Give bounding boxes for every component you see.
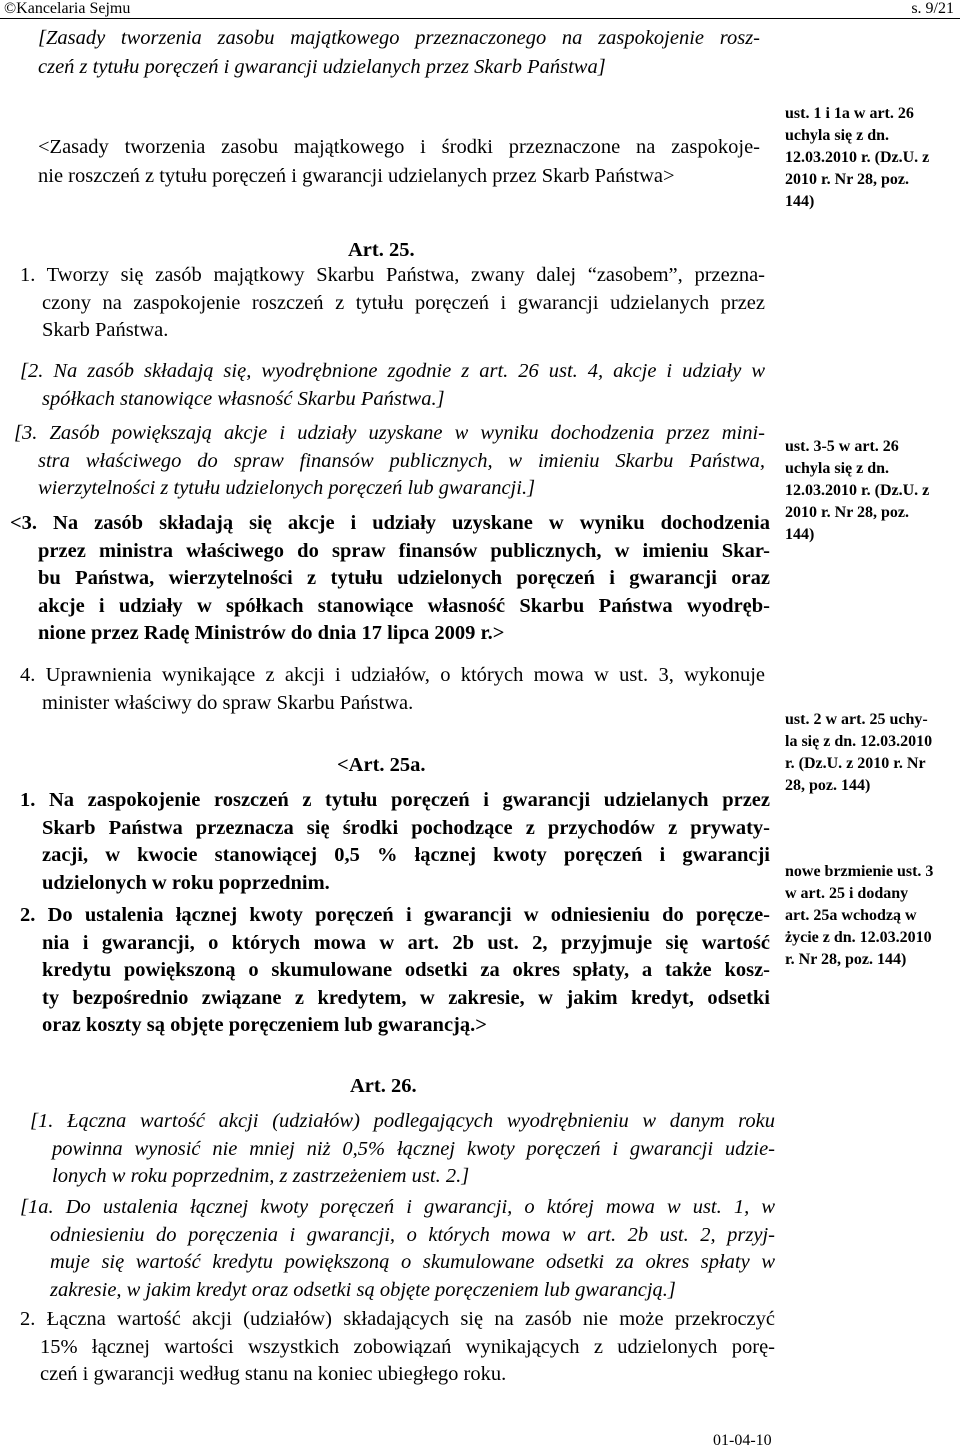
text-line: spółkach stanowiące własność Skarbu Państwa.] [42, 387, 445, 410]
text-line: 2. Do ustalenia łącznej kwoty poręczeń i gwarancji w odniesieniu do poręcze- [20, 904, 770, 926]
text-line: kredytu powiększoną o skumulowane odsetki za okres spłaty, a także kosz- [42, 959, 770, 981]
art25-paragraph-3-new [10, 510, 770, 648]
text-line: <3. Na zasób składają się akcje i udziały uzyskane w wyniku dochodzenia [10, 512, 770, 534]
margin-note-line: ust. 2 w art. 25 uchy- [785, 711, 928, 728]
text-line: [1a. Do ustalenia łącznej kwoty poręczeń i gwarancji, o której mowa w ust. 1, w [20, 1196, 775, 1218]
art26-paragraph-1a [20, 1194, 775, 1304]
text-line: 1. Tworzy się zasób majątkowy Skarbu Państwa, zwany dalej “zasobem”, przezna- [20, 264, 765, 286]
margin-note-line: la się z dn. 12.03.2010 [785, 733, 933, 750]
text-line: wierzytelności z tytułu udzielonych poręczeń lub gwarancji.] [38, 477, 536, 499]
old-title-line: [Zasady tworzenia zasobu majątkowego przeznaczonego na zaspokojenie rosz- [38, 27, 760, 49]
text-line: Skarb Państwa. [42, 319, 169, 341]
art26-paragraph-2 [20, 1306, 775, 1389]
text-line: 2. Łączna wartość akcji (udziałów) składających się na zasób nie może przekroczyć [20, 1308, 775, 1330]
text-line: nia i gwarancji, o których mowa w art. 2b ust. 2, przyjmuje się wartość [42, 931, 770, 954]
text-line: odniesieniu do poręczenia i gwarancji, o których mowa w art. 2b ust. 2, przyj- [50, 1223, 775, 1246]
text-line: nione przez Radę Ministrów do dnia 17 lipca 2009 r.> [38, 622, 505, 645]
art25-paragraph-4 [20, 662, 765, 717]
header-divider [0, 18, 960, 19]
text-line: [1. Łączna wartość akcji (udziałów) podlegających wyodrębnieniu w danym roku [30, 1110, 775, 1132]
text-line: [2. Na zasób składają się, wyodrębnione zgodnie z art. 26 ust. 4, akcje i udziały w [20, 360, 765, 382]
margin-note-line: ust. 3-5 w art. 26 [785, 438, 899, 455]
margin-note-line: uchyla się z dn. [785, 127, 890, 144]
margin-note-line: art. 25a wchodzą w [785, 907, 917, 924]
text-line: przez ministra właściwego do spraw finansów publicznych, w imieniu Skar- [38, 539, 770, 562]
art26-paragraph-1 [30, 1108, 775, 1191]
footer-date: 01-04-10 [713, 1432, 772, 1449]
margin-note-line: w art. 25 i dodany [785, 885, 909, 902]
margin-note-line: 144) [785, 526, 815, 543]
text-line: zakresie, w jakim kredyt oraz odsetki są objęte poręczeniem lub gwarancją.] [50, 1278, 676, 1301]
margin-note-line: 28, poz. 144) [785, 777, 871, 794]
text-line: zacji, w kwocie stanowiącej 0,5 % łącznej kwoty poręczeń i gwarancji [42, 844, 770, 866]
text-line: ty bezpośrednio związane z kredytem, w zakresie, w jakim kredyt, odsetki [42, 986, 770, 1009]
text-line: udzielonych w roku poprzednim. [42, 871, 330, 894]
text-line: powinna wynosić nie mniej niż 0,5% łącznej kwoty poręczeń i gwarancji udzie- [52, 1137, 775, 1160]
text-line: akcje i udziały w spółkach stanowiące własność Skarbu Państwa wyodręb- [38, 594, 770, 617]
text-line: 1. Na zaspokojenie roszczeń z tytułu poręczeń i gwarancji udzielanych przez [20, 789, 770, 811]
text-line: bu Państwa, wierzytelności z tytułu udzielonych poręczeń i gwarancji oraz [38, 567, 770, 590]
new-chapter-title [38, 133, 760, 191]
article-heading: <Art. 25a. [337, 754, 426, 776]
margin-note-line: 2010 r. Nr 28, poz. [785, 171, 909, 188]
margin-note [785, 861, 960, 971]
article-heading: Art. 26. [350, 1075, 417, 1097]
margin-note-line: uchyla się z dn. [785, 460, 890, 477]
new-title-line: <Zasady tworzenia zasobu majątkowego i środki przeznaczone na zaspokoje- [38, 136, 760, 158]
art25a-paragraph-1 [20, 787, 770, 897]
page-number: s. 9/21 [911, 0, 954, 17]
article-heading: Art. 25. [348, 239, 415, 261]
margin-note-line: ust. 1 i 1a w art. 26 [785, 105, 914, 122]
text-line: muje się wartość kredytu powiększoną o skumulowane odsetki za okres spłaty w [50, 1251, 775, 1273]
header-source: ©Kancelaria Sejmu [4, 0, 131, 17]
text-line: czeń i gwarancji według stanu na koniec ubiegłego roku. [40, 1363, 507, 1385]
text-line: [3. Zasób powiększają akcje i udziały uzyskane w wyniku dochodzenia przez mini- [14, 422, 765, 444]
margin-note-line: 2010 r. Nr 28, poz. [785, 504, 909, 521]
text-line: czony na zaspokojenie roszczeń z tytułu poręczeń i gwarancji udzielanych przez [42, 291, 765, 314]
text-line: lonych w roku poprzednim, z zastrzeżeniem ust. 2.] [52, 1165, 470, 1187]
old-chapter-title [38, 24, 760, 82]
margin-note-line: nowe brzmienie ust. 3 [785, 863, 934, 880]
margin-note-line: r. Nr 28, poz. 144) [785, 951, 907, 968]
art25a-paragraph-2 [20, 902, 770, 1040]
new-title-line: nie roszczeń z tytułu poręczeń i gwarancji udzielanych przez Skarb Państwa> [38, 165, 675, 187]
margin-note-line: 12.03.2010 r. (Dz.U. z [785, 149, 930, 166]
text-line: Skarb Państwa przeznacza się środki pochodzące z przychodów z prywaty- [42, 816, 770, 839]
text-line: stra właściwego do spraw finansów publicznych, w imieniu Skarbu Państwa, [38, 449, 765, 472]
text-line: oraz koszty są objęte poręczeniem lub gwarancją.> [42, 1014, 487, 1036]
margin-note-line: życie z dn. 12.03.2010 [785, 929, 932, 946]
margin-note [785, 103, 960, 213]
art25-paragraph-2 [20, 358, 765, 413]
margin-note-line: 12.03.2010 r. (Dz.U. z [785, 482, 930, 499]
margin-note-line: 144) [785, 193, 815, 210]
margin-note [785, 709, 960, 797]
text-line: minister właściwy do spraw Skarbu Państwa. [42, 691, 414, 714]
art25-paragraph-3-old [14, 420, 765, 503]
margin-note [785, 436, 960, 546]
art25-paragraph-1 [20, 262, 765, 345]
text-line: 4. Uprawnienia wynikające z akcji i udziałów, o których mowa w ust. 3, wykonuje [20, 664, 765, 686]
text-line: 15% łącznej wartości wszystkich zobowiązań wynikających z udzielonych porę- [40, 1335, 775, 1358]
margin-note-line: r. (Dz.U. z 2010 r. Nr [785, 755, 926, 772]
old-title-line: czeń z tytułu poręczeń i gwarancji udzielanych przez Skarb Państwa] [38, 56, 606, 78]
